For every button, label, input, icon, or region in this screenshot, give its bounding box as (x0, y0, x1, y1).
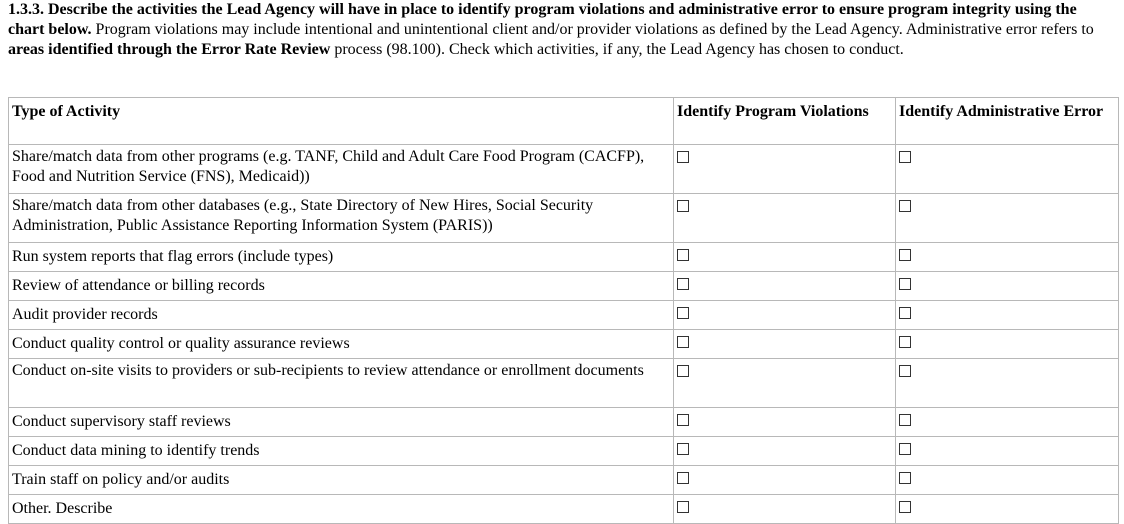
header-activity: Type of Activity (9, 98, 674, 145)
program-violations-cell (674, 330, 896, 359)
table-row (9, 359, 1119, 408)
table-row (9, 466, 1119, 495)
activity-label: Train staff on policy and/or audits (9, 466, 674, 495)
activity-label: Share/match data from other programs (e.g. TANF, Child and Adult Care Food Program (CACFP), Food and Nutrition Service (FNS), Medicaid)) (9, 145, 674, 194)
admin-error-checkbox[interactable] (899, 414, 911, 426)
program-violations-checkbox[interactable] (677, 501, 689, 513)
header-program-violations: Identify Program Violations (674, 98, 896, 145)
table-row (9, 495, 1119, 524)
activity-label: Other. Describe (9, 495, 674, 524)
table-header-row (9, 98, 1119, 145)
program-violations-checkbox[interactable] (677, 307, 689, 319)
admin-error-cell (896, 437, 1119, 466)
program-violations-cell (674, 301, 896, 330)
program-violations-cell (674, 408, 896, 437)
section-intro (8, 0, 1098, 60)
program-violations-checkbox[interactable] (677, 414, 689, 426)
admin-error-cell (896, 272, 1119, 301)
header-admin-error: Identify Administrative Error (896, 98, 1119, 145)
program-violations-cell (674, 466, 896, 495)
admin-error-cell (896, 194, 1119, 243)
admin-error-cell (896, 408, 1119, 437)
admin-error-checkbox[interactable] (899, 443, 911, 455)
admin-error-cell (896, 145, 1119, 194)
section-description: Program violations may include intentional and unintentional client and/or provider violations as defined by the Lead Agency. Administrative error refers to (95, 21, 1094, 38)
program-violations-checkbox[interactable] (677, 151, 689, 163)
activity-label: Audit provider records (9, 301, 674, 330)
program-violations-checkbox[interactable] (677, 472, 689, 484)
admin-error-checkbox[interactable] (899, 249, 911, 261)
section-emphasis: areas identified through the Error Rate Review (8, 41, 331, 58)
activities-table (8, 97, 1119, 524)
activity-label: Review of attendance or billing records (9, 272, 674, 301)
program-violations-checkbox[interactable] (677, 365, 689, 377)
section-number: 1.3.3. (8, 1, 44, 18)
table-row (9, 301, 1119, 330)
table-row (9, 145, 1119, 194)
admin-error-checkbox[interactable] (899, 336, 911, 348)
program-violations-cell (674, 359, 896, 408)
program-violations-cell (674, 243, 896, 272)
admin-error-cell (896, 466, 1119, 495)
section-instruction: Describe the activities the Lead Agency will have in place to identify program violations and administrative error to ensure program integrity using the chart below. (8, 1, 1077, 38)
admin-error-checkbox[interactable] (899, 501, 911, 513)
admin-error-cell (896, 359, 1119, 408)
table-row (9, 330, 1119, 359)
section-description-end: process (98.100). Check which activities, if any, the Lead Agency has chosen to conduct. (334, 41, 904, 58)
admin-error-cell (896, 330, 1119, 359)
admin-error-checkbox[interactable] (899, 365, 911, 377)
table-row (9, 243, 1119, 272)
program-violations-cell (674, 437, 896, 466)
program-violations-cell (674, 272, 896, 301)
activity-label: Conduct on-site visits to providers or sub-recipients to review attendance or enrollment documents (9, 359, 674, 408)
program-violations-cell (674, 495, 896, 524)
admin-error-checkbox[interactable] (899, 200, 911, 212)
program-violations-checkbox[interactable] (677, 336, 689, 348)
table-row (9, 437, 1119, 466)
admin-error-cell (896, 301, 1119, 330)
program-violations-checkbox[interactable] (677, 278, 689, 290)
admin-error-checkbox[interactable] (899, 307, 911, 319)
activity-label: Conduct quality control or quality assurance reviews (9, 330, 674, 359)
program-violations-checkbox[interactable] (677, 200, 689, 212)
table-row (9, 408, 1119, 437)
program-violations-checkbox[interactable] (677, 249, 689, 261)
table-row (9, 194, 1119, 243)
activity-label: Conduct data mining to identify trends (9, 437, 674, 466)
activity-label: Run system reports that flag errors (include types) (9, 243, 674, 272)
activity-label: Conduct supervisory staff reviews (9, 408, 674, 437)
program-violations-cell (674, 194, 896, 243)
activity-label: Share/match data from other databases (e.g., State Directory of New Hires, Social Security Administration, Public Assistance Reporting Information System (PARIS)) (9, 194, 674, 243)
program-violations-cell (674, 145, 896, 194)
admin-error-checkbox[interactable] (899, 151, 911, 163)
admin-error-cell (896, 243, 1119, 272)
admin-error-checkbox[interactable] (899, 472, 911, 484)
admin-error-checkbox[interactable] (899, 278, 911, 290)
table-row (9, 272, 1119, 301)
program-violations-checkbox[interactable] (677, 443, 689, 455)
admin-error-cell (896, 495, 1119, 524)
